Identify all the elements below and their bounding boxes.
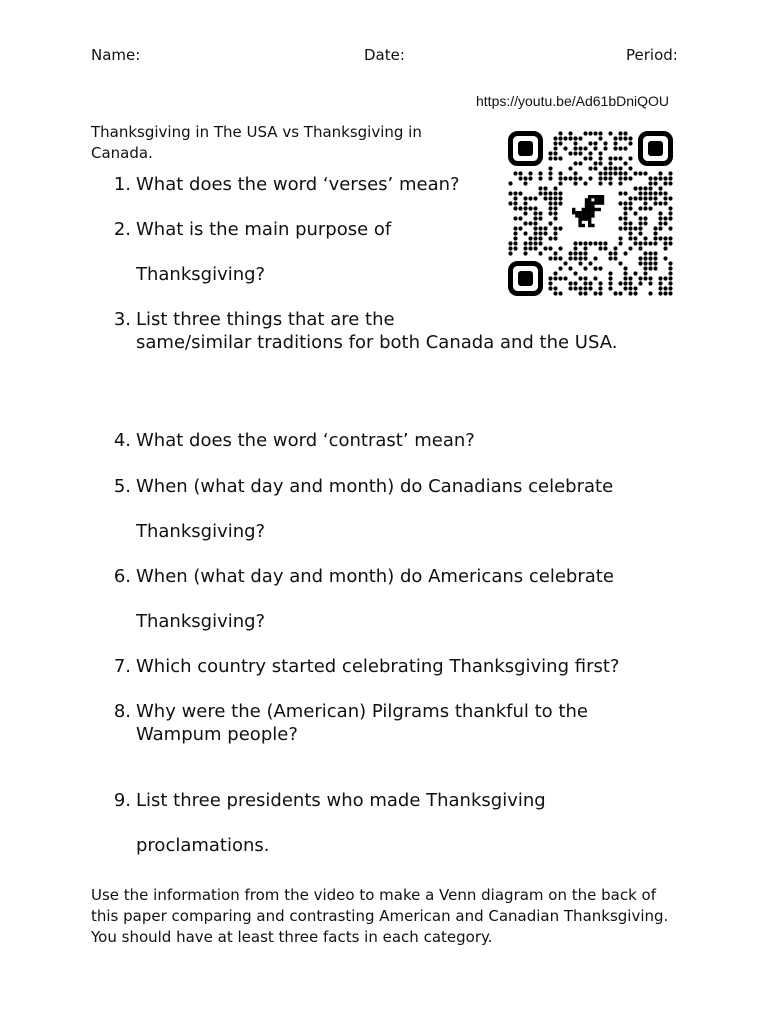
qr-code-graphic bbox=[506, 129, 676, 303]
question-number: 3. bbox=[113, 309, 131, 330]
question-text: Wampum people? bbox=[136, 724, 298, 745]
question-text: Which country started celebrating Thanksgiving first? bbox=[136, 656, 620, 677]
question-number: 8. bbox=[113, 701, 131, 722]
question-text: What does the word ‘contrast’ mean? bbox=[136, 430, 475, 451]
question-text: Thanksgiving? bbox=[136, 264, 266, 285]
question-number: 4. bbox=[113, 430, 131, 451]
question-number: 7. bbox=[113, 656, 131, 677]
worksheet-title bbox=[91, 122, 446, 164]
question-text: What does the word ‘verses’ mean? bbox=[136, 174, 460, 195]
period-label: Period: bbox=[626, 46, 678, 64]
qr-finder-top-right bbox=[641, 134, 671, 164]
instructions-line: this paper comparing and contrasting American and Canadian Thanksgiving. bbox=[91, 907, 669, 925]
question-number: 2. bbox=[113, 219, 131, 240]
question-text: When (what day and month) do Americans celebrate bbox=[136, 566, 614, 587]
worksheet-title-line: Canada. bbox=[91, 144, 153, 162]
question-number: 6. bbox=[113, 566, 131, 587]
question-text: Thanksgiving? bbox=[136, 521, 266, 542]
qr-code-icon bbox=[506, 129, 676, 303]
venn-diagram-instructions bbox=[91, 885, 691, 948]
question-text: When (what day and month) do Canadians celebrate bbox=[136, 476, 614, 497]
question-text: Thanksgiving? bbox=[136, 611, 266, 632]
question-text: What is the main purpose of bbox=[136, 219, 392, 240]
question-number: 9. bbox=[113, 790, 131, 811]
question-text: proclamations. bbox=[136, 835, 270, 856]
question-text: List three things that are the bbox=[136, 309, 395, 330]
question-text: same/similar traditions for both Canada and the USA. bbox=[136, 332, 618, 353]
instructions-line: You should have at least three facts in each category. bbox=[91, 928, 493, 946]
instructions-line: Use the information from the video to make a Venn diagram on the back of bbox=[91, 886, 657, 904]
question-text: List three presidents who made Thanksgiving bbox=[136, 790, 546, 811]
question-text: Why were the (American) Pilgrams thankful to the bbox=[136, 701, 588, 722]
name-label: Name: bbox=[91, 46, 141, 64]
question-number: 5. bbox=[113, 476, 131, 497]
qr-finder-top-left bbox=[511, 134, 541, 164]
question-number: 1. bbox=[113, 174, 131, 195]
video-url[interactable]: https://youtu.be/Ad61bDniQOU bbox=[476, 93, 669, 109]
date-label: Date: bbox=[364, 46, 405, 64]
qr-finder-bottom-left bbox=[511, 264, 541, 294]
dinosaur-icon bbox=[572, 195, 604, 227]
worksheet-title-line: Thanksgiving in The USA vs Thanksgiving in bbox=[91, 123, 422, 141]
